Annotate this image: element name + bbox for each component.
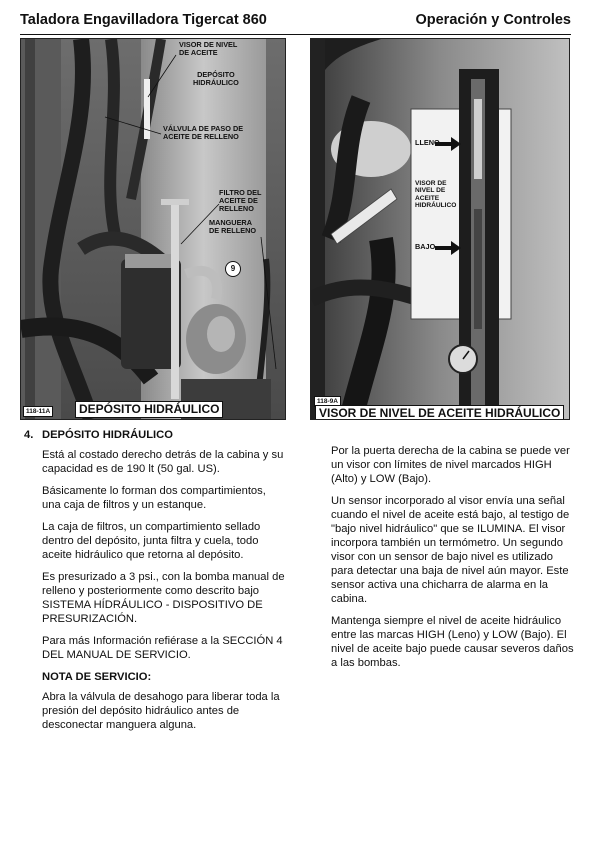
photo-code: 118-11A (23, 406, 53, 417)
paragraph: La caja de filtros, un compartimiento sellado dentro del depósito, junta filtra y cuela, todo aceite hidráulico que retorna al depósito. (42, 521, 261, 561)
label-fill-filter: FILTRO DEL ACEITE DE RELLENO (219, 188, 262, 213)
label-fill-hose: MANGUERA DE RELLENO (209, 218, 257, 235)
paragraph: Está al costado derecho detrás de la cabina y su capacidad es de 190 lt (50 gal. US). (42, 449, 284, 475)
paragraph: Por la puerta derecha de la cabina se puede ver un visor con límites de nivel marcados HIGH (Alto) y LOW (Bajo). (331, 445, 570, 485)
paragraph: Básicamente lo forman dos compartimientos, una caja de filtros y un estanque. (42, 485, 266, 511)
paragraph: Es presurizado a 3 psi., con la bomba manual de relleno y posteriormente como descrito bajo SISTEMA HÍDRÁULICO - DISPOSITIVO DE PRESURIZACIÓN. (42, 571, 285, 625)
header-section: Operación y Controles (415, 12, 571, 28)
left-column (24, 428, 286, 740)
label-hydraulic-tank: DEPÓSITO HIDRÁULICO (193, 70, 239, 87)
sight-gauge-illustration (311, 39, 569, 419)
callout-number-text: 9 (230, 264, 236, 273)
label-full-mark: LLENO (415, 138, 440, 147)
header-rule (20, 34, 571, 35)
sight-gauge-photo (310, 38, 570, 420)
hydraulic-tank-photo (20, 38, 286, 420)
callout-number (225, 261, 241, 277)
section-title: DEPÓSITO HIDRÁULICO (42, 429, 173, 441)
photo-caption: VISOR DE NIVEL DE ACEITE HIDRÁULICO (315, 405, 564, 420)
section-body (42, 448, 286, 732)
service-note-title: NOTA DE SERVICIO: (42, 671, 152, 683)
photo-code: 118-9A (314, 396, 341, 407)
right-column (331, 444, 577, 678)
label-hydraulic-oil-gauge: VISOR DE NIVEL DE ACEITE HIDRÁULICO (415, 180, 457, 209)
label-low-mark: BAJO (415, 242, 436, 251)
paragraph: Para más Información refiérase a la SECCIÓN 4 DEL MANUAL DE SERVICIO. (42, 635, 283, 661)
service-note-text: Abra la válvula de desahogo para liberar toda la presión del depósito hidráulico antes de desconectar manguera alguna. (42, 691, 280, 731)
section-heading (24, 428, 286, 442)
section-number: 4. (24, 429, 34, 441)
label-oil-level-gauge: VISOR DE NIVEL DE ACEITE (179, 40, 238, 57)
page-header (20, 12, 571, 34)
paragraph: Un sensor incorporado al visor envía una señal cuando el nivel de aceite está bajo, al testigo de "bajo nivel hidráulico" que se ILUMINA. El visor incorpora también un termómetro. Un segundo visor con un sensor de bajo nivel es utilizado para detectar una baja de nivel aún mayor. Este sensor activa una chicharra de alarma en la cabina. (331, 495, 570, 605)
photo-caption: DEPÓSITO HIDRÁULICO (75, 401, 223, 418)
label-fill-valve: VÁLVULA DE PASO DE ACEITE DE RELLENO (163, 124, 244, 141)
paragraph: Mantenga siempre el nivel de aceite hidráulico entre las marcas HIGH (Leno) y LOW (Bajo). El nivel de aceite bajo puede causar severos daños a las bombas. (331, 615, 574, 669)
header-title: Taladora Engavilladora Tigercat 860 (20, 12, 267, 28)
